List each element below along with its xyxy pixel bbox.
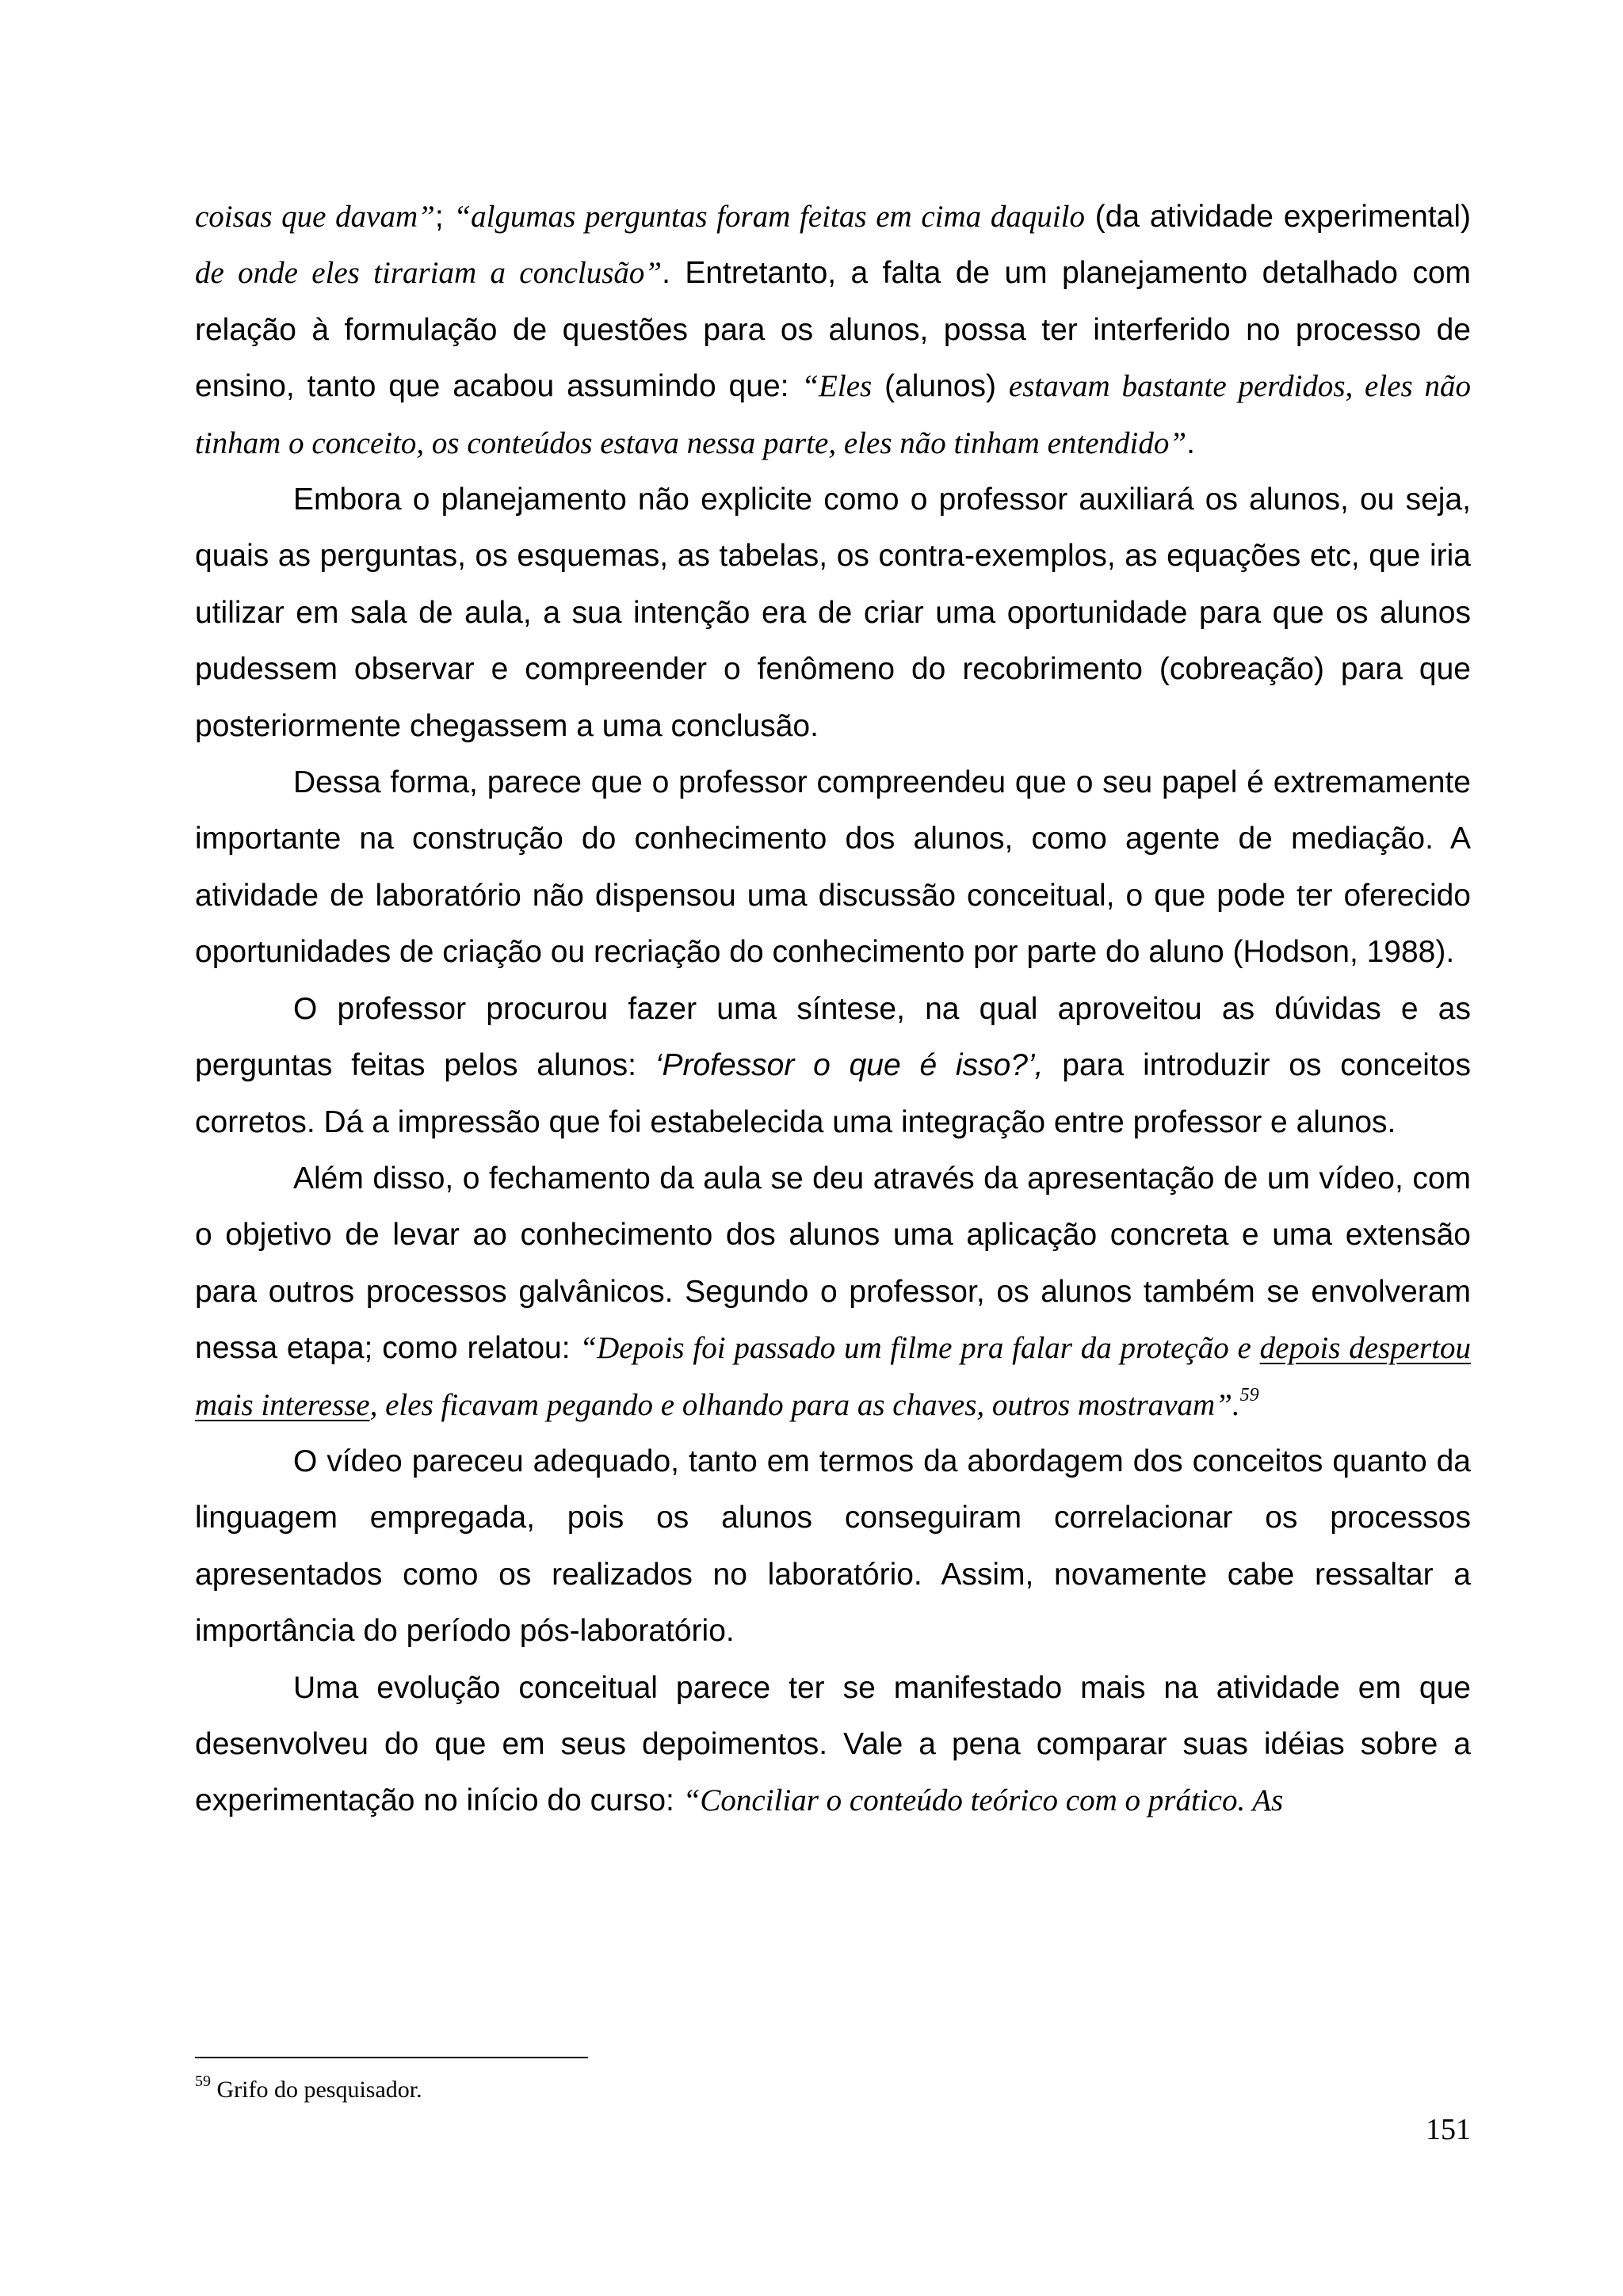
quoted-text: “Depois foi passado um filme pra falar da proteção e [579,1331,1260,1366]
quoted-text: “Conciliar o conteúdo teórico com o prático. As [682,1783,1284,1818]
paragraph [195,471,1471,754]
quoted-text: coisas que davam” [195,200,435,234]
text-run: . Entretanto, a falta de um planejamento detalhado com relação à formulação de questões para os alunos, possa ter interferido no processo de ensino, tanto que acabou assumindo que: [195,256,1471,404]
paragraph [195,1150,1471,1433]
footnote-reference: 59 [1239,1384,1259,1405]
text-run: para introduzir os conceitos corretos. Dá a impressão que foi estabelecida uma integração entre professor e alunos. [195,1048,1471,1139]
quoted-text: “algumas perguntas foram feitas em cima daquilo [453,200,1085,234]
quoted-text: “Eles [801,369,873,404]
footnote-separator [195,2057,588,2058]
text-run: Embora o planejamento não explicite como o professor auxiliará os alunos, ou seja, quais as perguntas, os esquemas, as tabelas, os contra-exemplos, as equações etc, que iria utilizar em sala de aula, a sua intenção era de criar uma oportunidade para que os alunos pudessem observar e compreender o fenômeno do recobrimento (cobreação) para que posteriormente chegassem a uma conclusão. [195,482,1471,743]
quoted-text: , eles ficavam pegando e olhando para as chaves, outros mostravam”. [369,1387,1240,1422]
text-run: O professor procurou fazer uma síntese, na qual aproveitou as dúvidas e as perguntas feitas pelos alunos: [195,991,1471,1083]
quoted-text: de onde eles tirariam a conclusão” [195,256,663,291]
footnote [195,2074,422,2106]
page-number: 151 [1426,2113,1471,2146]
text-run: ; [434,200,454,234]
footnote-text: Grifo do pesquisador. [211,2077,422,2103]
paragraph [195,754,1471,981]
paragraph [195,981,1471,1150]
text-run: ‘Professor o que é isso?’, [655,1048,1044,1083]
text-run: (da atividade experimental) [1084,200,1471,234]
paragraph [195,189,1471,471]
quoted-text: depois despertou mais interesse [195,1331,1472,1422]
main-text [195,189,1471,1829]
text-run: . [1186,425,1195,460]
text-run: Além disso, o fechamento da aula se deu através da apresentação de um vídeo, com o objetivo de levar ao conhecimento dos alunos uma aplicação concreta e uma extensão para outros processos galvânicos. Segundo o professor, os alunos também se envolveram nessa etapa; como relatou: [195,1161,1471,1366]
text-run: (alunos) [872,369,1009,404]
quoted-text: estavam bastante perdidos, eles não tinham o conceito, os conteúdos estava nessa parte, eles não tinham entendido” [195,369,1471,460]
paragraph [195,1433,1471,1660]
paragraph [195,1660,1471,1829]
text-run: Dessa forma, parece que o professor compreendeu que o seu papel é extremamente importante na construção do conhecimento dos alunos, como agente de mediação. A atividade de laboratório não dispensou uma discussão conceitual, o que pode ter oferecido oportunidades de criação ou recriação do conhecimento por parte do aluno (Hodson, 1988). [195,765,1471,970]
footnote-number: 59 [195,2073,211,2090]
text-run: O vídeo pareceu adequado, tanto em termos da abordagem dos conceitos quanto da linguagem empregada, pois os alunos conseguiram correlacionar os processos apresentados como os realizados no laboratório. Assim, novamente cabe ressaltar a importância do período pós-laboratório. [195,1444,1471,1649]
text-run: Uma evolução conceitual parece ter se manifestado mais na atividade em que desenvolveu do que em seus depoimentos. Vale a pena comparar suas idéias sobre a experimentação no início do curso: [195,1670,1471,1818]
